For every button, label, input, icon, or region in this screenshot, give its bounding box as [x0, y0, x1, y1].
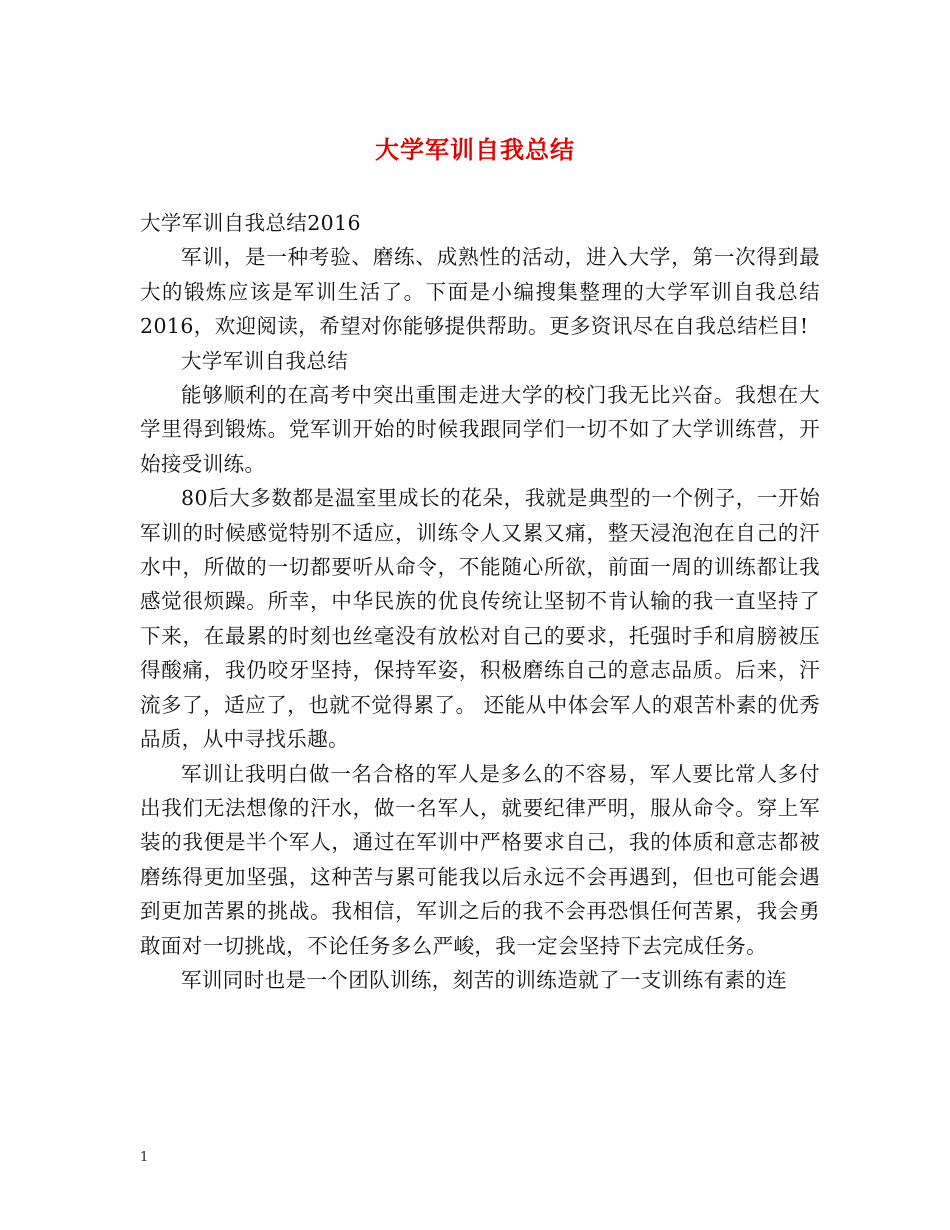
page-number: 1: [140, 1150, 149, 1165]
body-paragraph: 80后大多数都是温室里成长的花朵，我就是典型的一个例子，一开始军训的时候感觉特别不适应，训练令人又累又痛，整天浸泡泡在自己的汗水中，所做的一切都要听从命令，不能随心所欲，前面一周的训练都让我感觉很烦躁。所幸，中华民族的优良传统让坚韧不肯认输的我一直坚持了下来，在最累的时刻也丝毫没有放松对自己的要求，托强时手和肩膀被压得酸痛，我仍咬牙坚持，保持军姿，积极磨练自己的意志品质。后来，汗流多了，适应了，也就不觉得累了。 还能从中体会军人的艰苦朴素的优秀品质，从中寻找乐趣。: [140, 486, 820, 752]
document-body: [140, 206, 820, 997]
document-title: 大学军训自我总结: [375, 135, 575, 164]
body-paragraph: 军训让我明白做一名合格的军人是多么的不容易，军人要比常人多付出我们无法想像的汗水，做一名军人，就要纪律严明，服从命令。穿上军装的我便是半个军人，通过在军训中严格要求自己，我的体质和意志都被磨练得更加坚强，这种苦与累可能我以后永远不会再遇到，但也可能会遇到更加苦累的挑战。我相信，军训之后的我不会再恐惧任何苦累，我会勇敢面对一切挑战，不论任务多么严峻，我一定会坚持下去完成任务。: [140, 761, 820, 958]
subtitle-paragraph: 大学军训自我总结2016: [140, 211, 361, 235]
section-heading: 大学军训自我总结: [181, 348, 349, 373]
body-paragraph: 能够顺利的在高考中突出重围走进大学的校门我无比兴奋。我想在大学里得到锻炼。党军训开始的时候我跟同学们一切不如了大学训练营，开始接受训练。: [140, 383, 820, 476]
intro-paragraph: 军训，是一种考验、磨练、成熟性的活动，进入大学，第一次得到最大的锻炼应该是军训生活了。下面是小编搜集整理的大学军训自我总结2016，欢迎阅读，希望对你能够提供帮助。更多资讯尽在自我总结栏目!: [140, 245, 820, 339]
body-paragraph: 军训同时也是一个团队训练，刻苦的训练造就了一支训练有素的连: [181, 967, 788, 992]
